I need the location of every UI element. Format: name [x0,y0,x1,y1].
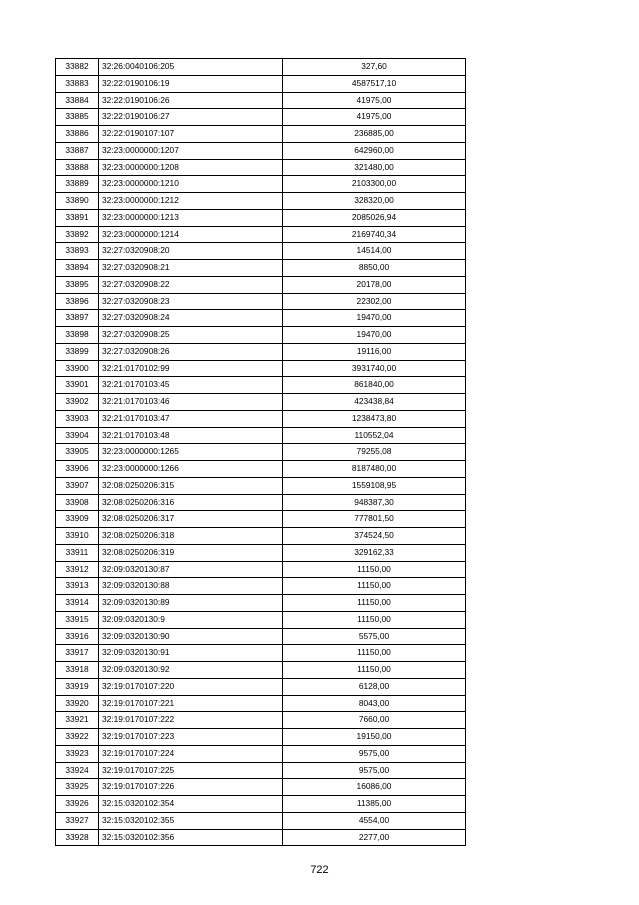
value-cell: 2085026,94 [283,209,466,226]
value-cell: 41975,00 [283,92,466,109]
table-row [56,695,466,712]
value-cell: 19116,00 [283,343,466,360]
cadastral-number-cell: 32:23:0000000:1266 [99,461,283,478]
row-number-cell: 33925 [56,779,99,796]
cadastral-number-cell: 32:23:0000000:1214 [99,226,283,243]
value-cell: 328320,00 [283,193,466,210]
table-row [56,293,466,310]
row-number-cell: 33902 [56,394,99,411]
cadastral-number-cell: 32:09:0320130:91 [99,645,283,662]
value-cell: 329162,33 [283,544,466,561]
value-cell: 11150,00 [283,578,466,595]
row-number-cell: 33909 [56,511,99,528]
cadastral-number-cell: 32:27:0320908:25 [99,327,283,344]
cadastral-number-cell: 32:15:0320102:355 [99,812,283,829]
cadastral-number-cell: 32:08:0250206:315 [99,477,283,494]
cadastral-number-cell: 32:22:0190106:19 [99,75,283,92]
cadastral-number-cell: 32:09:0320130:9 [99,611,283,628]
value-cell: 642960,00 [283,142,466,159]
value-cell: 423438,84 [283,394,466,411]
table-row [56,410,466,427]
value-cell: 8043,00 [283,695,466,712]
row-number-cell: 33910 [56,528,99,545]
row-number-cell: 33882 [56,59,99,76]
cadastral-number-cell: 32:23:0000000:1208 [99,159,283,176]
table-row [56,327,466,344]
table-row [56,461,466,478]
table-row [56,678,466,695]
value-cell: 22302,00 [283,293,466,310]
value-cell: 861840,00 [283,377,466,394]
table-row [56,209,466,226]
value-cell: 4587517,10 [283,75,466,92]
value-cell: 11150,00 [283,561,466,578]
row-number-cell: 33917 [56,645,99,662]
row-number-cell: 33903 [56,410,99,427]
table-row [56,745,466,762]
cadastral-number-cell: 32:23:0000000:1213 [99,209,283,226]
value-cell: 16086,00 [283,779,466,796]
value-cell: 19150,00 [283,729,466,746]
cadastral-number-cell: 32:08:0250206:317 [99,511,283,528]
table-row [56,142,466,159]
row-number-cell: 33893 [56,243,99,260]
row-number-cell: 33921 [56,712,99,729]
row-number-cell: 33907 [56,477,99,494]
cadastral-number-cell: 32:08:0250206:318 [99,528,283,545]
value-cell: 1559108,95 [283,477,466,494]
row-number-cell: 33898 [56,327,99,344]
row-number-cell: 33890 [56,193,99,210]
cadastral-number-cell: 32:27:0320908:23 [99,293,283,310]
row-number-cell: 33883 [56,75,99,92]
table-row [56,427,466,444]
table-row [56,59,466,76]
row-number-cell: 33887 [56,142,99,159]
table-row [56,578,466,595]
value-cell: 327,60 [283,59,466,76]
value-cell: 14514,00 [283,243,466,260]
value-cell: 11150,00 [283,662,466,679]
table-row [56,729,466,746]
value-cell: 19470,00 [283,327,466,344]
table-row [56,829,466,846]
table-row [56,109,466,126]
value-cell: 8850,00 [283,260,466,277]
row-number-cell: 33894 [56,260,99,277]
cadastral-number-cell: 32:21:0170103:47 [99,410,283,427]
row-number-cell: 33918 [56,662,99,679]
value-cell: 11385,00 [283,796,466,813]
table-row [56,176,466,193]
table-row [56,595,466,612]
row-number-cell: 33926 [56,796,99,813]
table-row [56,662,466,679]
value-cell: 3931740,00 [283,360,466,377]
cadastral-number-cell: 32:09:0320130:88 [99,578,283,595]
table-row [56,92,466,109]
table-row [56,360,466,377]
row-number-cell: 33928 [56,829,99,846]
table-row [56,226,466,243]
cadastral-number-cell: 32:19:0170107:222 [99,712,283,729]
table-row [56,812,466,829]
table-row [56,645,466,662]
row-number-cell: 33900 [56,360,99,377]
row-number-cell: 33906 [56,461,99,478]
row-number-cell: 33920 [56,695,99,712]
table-row [56,544,466,561]
cadastral-number-cell: 32:23:0000000:1212 [99,193,283,210]
table-row [56,796,466,813]
table-row [56,628,466,645]
value-cell: 777801,50 [283,511,466,528]
row-number-cell: 33884 [56,92,99,109]
table-body [56,59,466,846]
table-row [56,712,466,729]
cadastral-number-cell: 32:09:0320130:92 [99,662,283,679]
value-cell: 374524,50 [283,528,466,545]
value-cell: 2103300,00 [283,176,466,193]
value-cell: 9575,00 [283,762,466,779]
table-row [56,126,466,143]
row-number-cell: 33895 [56,276,99,293]
cadastral-number-cell: 32:21:0170102:99 [99,360,283,377]
row-number-cell: 33905 [56,444,99,461]
cadastral-number-cell: 32:27:0320908:21 [99,260,283,277]
value-cell: 321480,00 [283,159,466,176]
row-number-cell: 33904 [56,427,99,444]
value-cell: 7660,00 [283,712,466,729]
cadastral-number-cell: 32:23:0000000:1207 [99,142,283,159]
table-row [56,260,466,277]
row-number-cell: 33892 [56,226,99,243]
row-number-cell: 33915 [56,611,99,628]
cadastral-number-cell: 32:22:0190107:107 [99,126,283,143]
table-row [56,75,466,92]
row-number-cell: 33885 [56,109,99,126]
row-number-cell: 33896 [56,293,99,310]
value-cell: 236885,00 [283,126,466,143]
value-cell: 8187480,00 [283,461,466,478]
row-number-cell: 33901 [56,377,99,394]
row-number-cell: 33919 [56,678,99,695]
row-number-cell: 33891 [56,209,99,226]
value-cell: 2277,00 [283,829,466,846]
value-cell: 110552,04 [283,427,466,444]
value-cell: 20178,00 [283,276,466,293]
row-number-cell: 33923 [56,745,99,762]
row-number-cell: 33913 [56,578,99,595]
value-cell: 11150,00 [283,611,466,628]
cadastral-number-cell: 32:21:0170103:46 [99,394,283,411]
row-number-cell: 33897 [56,310,99,327]
value-cell: 6128,00 [283,678,466,695]
cadastral-number-cell: 32:15:0320102:354 [99,796,283,813]
cadastral-number-cell: 32:23:0000000:1210 [99,176,283,193]
table-row [56,276,466,293]
row-number-cell: 33922 [56,729,99,746]
row-number-cell: 33888 [56,159,99,176]
table-row [56,394,466,411]
value-cell: 19470,00 [283,310,466,327]
table-row [56,611,466,628]
value-cell: 9575,00 [283,745,466,762]
table-row [56,377,466,394]
value-cell: 4554,00 [283,812,466,829]
cadastral-number-cell: 32:19:0170107:225 [99,762,283,779]
table-row [56,528,466,545]
table-row [56,762,466,779]
cadastral-number-cell: 32:27:0320908:22 [99,276,283,293]
table-row [56,343,466,360]
table-row [56,561,466,578]
table-row [56,494,466,511]
cadastral-number-cell: 32:19:0170107:223 [99,729,283,746]
table-row [56,779,466,796]
cadastral-number-cell: 32:27:0320908:20 [99,243,283,260]
table-row [56,243,466,260]
cadastral-number-cell: 32:22:0190106:26 [99,92,283,109]
cadastral-number-cell: 32:27:0320908:26 [99,343,283,360]
row-number-cell: 33927 [56,812,99,829]
cadastral-number-cell: 32:15:0320102:356 [99,829,283,846]
value-cell: 1238473,80 [283,410,466,427]
cadastral-number-cell: 32:19:0170107:221 [99,695,283,712]
row-number-cell: 33924 [56,762,99,779]
cadastral-number-cell: 32:21:0170103:48 [99,427,283,444]
page-number: 722 [310,864,329,876]
row-number-cell: 33916 [56,628,99,645]
value-cell: 11150,00 [283,645,466,662]
cadastral-number-cell: 32:09:0320130:90 [99,628,283,645]
cadastral-number-cell: 32:21:0170103:45 [99,377,283,394]
row-number-cell: 33889 [56,176,99,193]
cadastral-number-cell: 32:08:0250206:319 [99,544,283,561]
row-number-cell: 33908 [56,494,99,511]
value-cell: 79255,08 [283,444,466,461]
table-row [56,193,466,210]
data-table [55,58,466,846]
cadastral-number-cell: 32:09:0320130:87 [99,561,283,578]
value-cell: 5575,00 [283,628,466,645]
cadastral-number-cell: 32:23:0000000:1265 [99,444,283,461]
table-row [56,159,466,176]
cadastral-number-cell: 32:08:0250206:316 [99,494,283,511]
row-number-cell: 33914 [56,595,99,612]
value-cell: 11150,00 [283,595,466,612]
value-cell: 2169740,34 [283,226,466,243]
value-cell: 948387,30 [283,494,466,511]
row-number-cell: 33912 [56,561,99,578]
row-number-cell: 33899 [56,343,99,360]
value-cell: 41975,00 [283,109,466,126]
table-row [56,444,466,461]
cadastral-number-cell: 32:22:0190106:27 [99,109,283,126]
table-row [56,310,466,327]
cadastral-number-cell: 32:19:0170107:224 [99,745,283,762]
row-number-cell: 33886 [56,126,99,143]
cadastral-number-cell: 32:09:0320130:89 [99,595,283,612]
table-row [56,511,466,528]
table-row [56,477,466,494]
cadastral-number-cell: 32:19:0170107:226 [99,779,283,796]
row-number-cell: 33911 [56,544,99,561]
cadastral-number-cell: 32:26:0040106:205 [99,59,283,76]
cadastral-number-cell: 32:27:0320908:24 [99,310,283,327]
cadastral-number-cell: 32:19:0170107:220 [99,678,283,695]
